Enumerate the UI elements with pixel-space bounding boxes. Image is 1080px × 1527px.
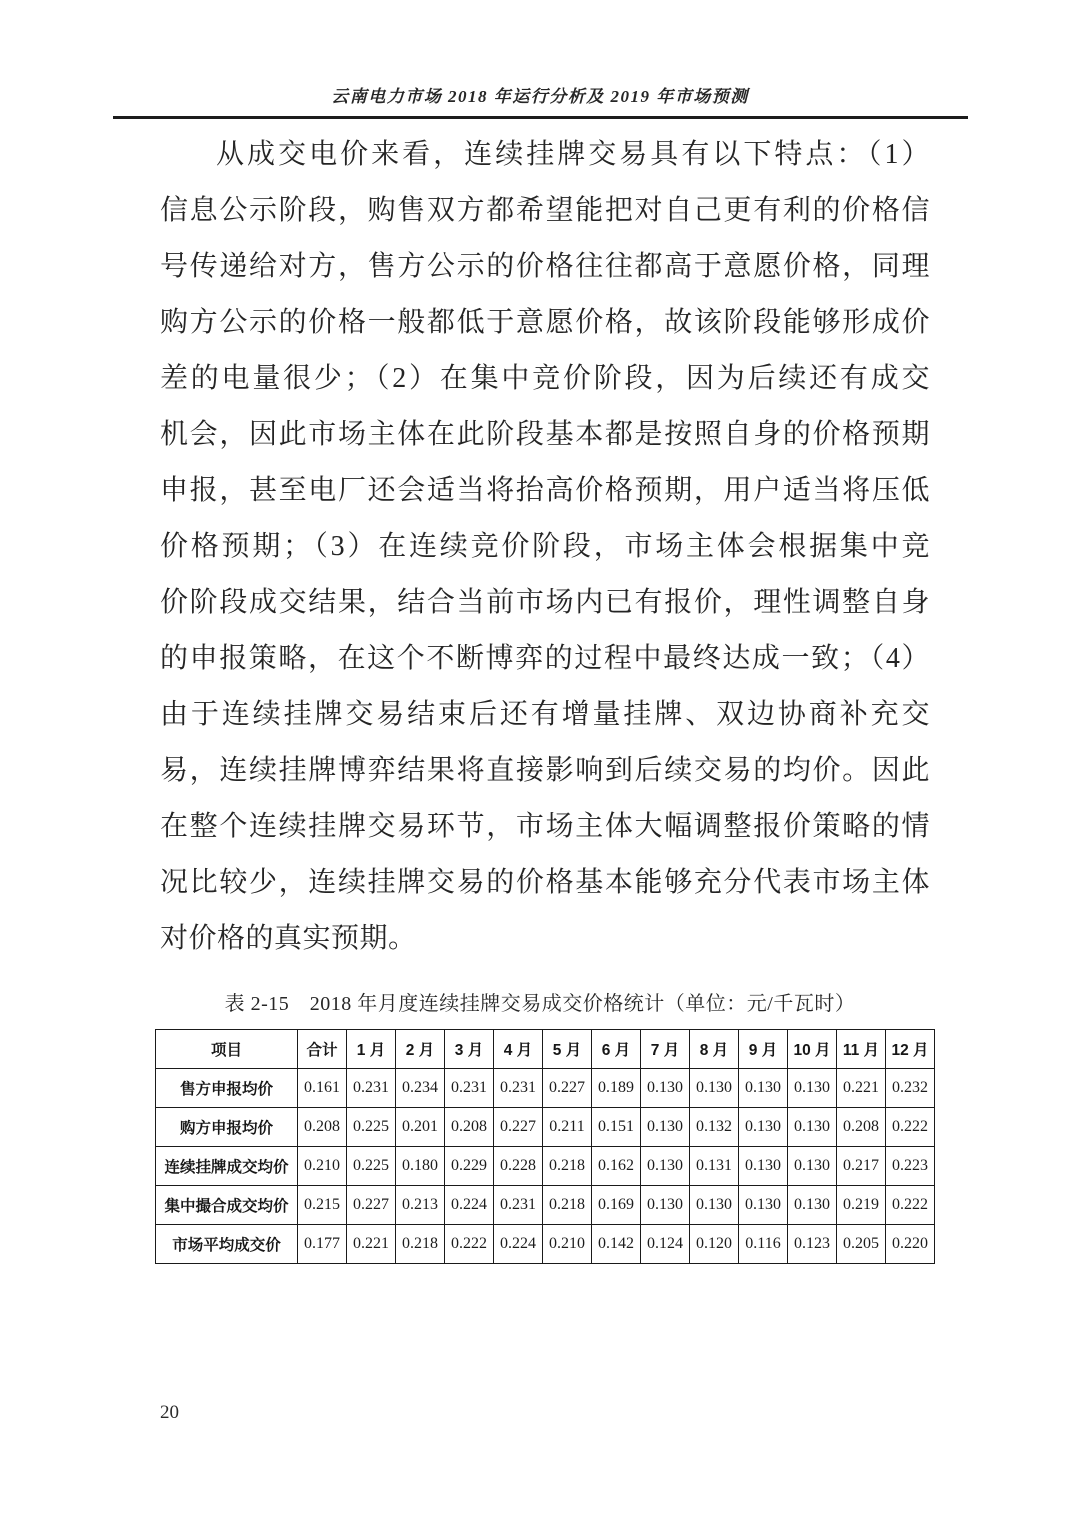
price-cell: 0.132	[690, 1108, 739, 1147]
price-cell: 0.227	[494, 1108, 543, 1147]
paragraph-line: 申报，甚至电厂还会适当将抬高价格预期，用户适当将压低	[160, 475, 930, 506]
row-label: 集中撮合成交均价	[156, 1186, 298, 1225]
column-header-month: 2 月	[396, 1030, 445, 1069]
price-cell: 0.151	[592, 1108, 641, 1147]
price-cell: 0.220	[886, 1225, 935, 1264]
paragraph-line: 机会，因此市场主体在此阶段基本都是按照自身的价格预期	[160, 419, 930, 450]
table-caption: 表 2-15 2018 年月度连续挂牌交易成交价格统计（单位：元/千瓦时）	[224, 993, 856, 1015]
price-cell: 0.201	[396, 1108, 445, 1147]
paragraph-line: 的申报策略，在这个不断博弈的过程中最终达成一致；（4）	[160, 643, 930, 674]
price-cell: 0.217	[837, 1147, 886, 1186]
table-row	[156, 1147, 935, 1186]
price-cell: 0.224	[445, 1186, 494, 1225]
price-cell: 0.223	[886, 1147, 935, 1186]
price-cell: 0.210	[543, 1225, 592, 1264]
column-header-month: 7 月	[641, 1030, 690, 1069]
price-cell: 0.225	[347, 1108, 396, 1147]
price-cell: 0.131	[690, 1147, 739, 1186]
price-cell: 0.130	[641, 1147, 690, 1186]
price-cell: 0.169	[592, 1186, 641, 1225]
row-label: 连续挂牌成交均价	[156, 1147, 298, 1186]
price-cell: 0.231	[445, 1069, 494, 1108]
price-cell: 0.218	[396, 1225, 445, 1264]
column-header-month: 9 月	[739, 1030, 788, 1069]
price-cell: 0.221	[837, 1069, 886, 1108]
body-paragraph	[160, 127, 930, 967]
column-header-month: 8 月	[690, 1030, 739, 1069]
price-cell: 0.219	[837, 1186, 886, 1225]
price-cell: 0.224	[494, 1225, 543, 1264]
price-cell: 0.210	[298, 1147, 347, 1186]
column-header-month: 1 月	[347, 1030, 396, 1069]
table-row	[156, 1069, 935, 1108]
price-cell: 0.227	[543, 1069, 592, 1108]
price-cell: 0.213	[396, 1186, 445, 1225]
paragraph-line: 信息公示阶段，购售双方都希望能把对自己更有利的价格信	[160, 195, 930, 226]
price-cell: 0.130	[641, 1108, 690, 1147]
column-header-month: 合计	[298, 1030, 347, 1069]
paragraph-line: 况比较少，连续挂牌交易的价格基本能够充分代表市场主体	[160, 867, 930, 898]
price-cell: 0.177	[298, 1225, 347, 1264]
price-cell: 0.130	[739, 1069, 788, 1108]
price-cell: 0.229	[445, 1147, 494, 1186]
column-header-month: 3 月	[445, 1030, 494, 1069]
paragraph-line: 号传递给对方，售方公示的价格往往都高于意愿价格，同理	[160, 251, 930, 282]
table-row	[156, 1108, 935, 1147]
row-label: 购方申报均价	[156, 1108, 298, 1147]
paragraph-line: 从成交电价来看，连续挂牌交易具有以下特点：（1）	[216, 139, 930, 170]
price-cell: 0.234	[396, 1069, 445, 1108]
price-cell: 0.130	[690, 1186, 739, 1225]
price-cell: 0.231	[494, 1186, 543, 1225]
price-cell: 0.189	[592, 1069, 641, 1108]
column-header-month: 12 月	[886, 1030, 935, 1069]
price-cell: 0.130	[788, 1069, 837, 1108]
price-cell: 0.228	[494, 1147, 543, 1186]
table-header-row	[156, 1030, 935, 1069]
row-label: 市场平均成交价	[156, 1225, 298, 1264]
price-cell: 0.142	[592, 1225, 641, 1264]
price-cell: 0.211	[543, 1108, 592, 1147]
price-cell: 0.130	[788, 1147, 837, 1186]
price-cell: 0.162	[592, 1147, 641, 1186]
paragraph-line: 差的电量很少；（2）在集中竞价阶段，因为后续还有成交	[160, 363, 930, 394]
column-header-item: 项目	[156, 1030, 298, 1069]
price-cell: 0.225	[347, 1147, 396, 1186]
price-cell: 0.130	[739, 1186, 788, 1225]
page-number: 20	[160, 1402, 179, 1423]
price-cell: 0.215	[298, 1186, 347, 1225]
column-header-month: 11 月	[837, 1030, 886, 1069]
paragraph-line: 价阶段成交结果，结合当前市场内已有报价，理性调整自身	[160, 587, 930, 618]
price-cell: 0.130	[739, 1108, 788, 1147]
price-cell: 0.208	[837, 1108, 886, 1147]
header-title: 云南电力市场 2018 年运行分析及 2019 年市场预测	[331, 87, 749, 106]
paragraph-line: 在整个连续挂牌交易环节，市场主体大幅调整报价策略的情	[160, 811, 930, 842]
header-rule	[113, 116, 968, 119]
table-head	[156, 1030, 935, 1069]
price-cell: 0.231	[494, 1069, 543, 1108]
price-cell: 0.124	[641, 1225, 690, 1264]
price-cell: 0.116	[739, 1225, 788, 1264]
price-cell: 0.130	[788, 1186, 837, 1225]
price-cell: 0.232	[886, 1069, 935, 1108]
paragraph-line: 价格预期；（3）在连续竞价阶段，市场主体会根据集中竞	[160, 531, 930, 562]
column-header-month: 5 月	[543, 1030, 592, 1069]
paragraph-line: 购方公示的价格一般都低于意愿价格，故该阶段能够形成价	[160, 307, 930, 338]
price-cell: 0.161	[298, 1069, 347, 1108]
price-cell: 0.130	[788, 1108, 837, 1147]
price-cell: 0.208	[445, 1108, 494, 1147]
price-cell: 0.130	[641, 1186, 690, 1225]
price-cell: 0.180	[396, 1147, 445, 1186]
price-cell: 0.218	[543, 1186, 592, 1225]
price-cell: 0.208	[298, 1108, 347, 1147]
column-header-month: 4 月	[494, 1030, 543, 1069]
price-cell: 0.123	[788, 1225, 837, 1264]
row-label: 售方申报均价	[156, 1069, 298, 1108]
column-header-month: 10 月	[788, 1030, 837, 1069]
price-cell: 0.130	[690, 1069, 739, 1108]
price-cell: 0.221	[347, 1225, 396, 1264]
column-header-month: 6 月	[592, 1030, 641, 1069]
table-body	[156, 1069, 935, 1264]
paragraph-line: 对价格的真实预期。	[160, 923, 417, 954]
price-cell: 0.222	[445, 1225, 494, 1264]
price-cell: 0.130	[641, 1069, 690, 1108]
price-cell: 0.120	[690, 1225, 739, 1264]
table-row	[156, 1186, 935, 1225]
price-cell: 0.222	[886, 1108, 935, 1147]
price-cell: 0.227	[347, 1186, 396, 1225]
table-row	[156, 1225, 935, 1264]
paragraph-line: 易，连续挂牌博弈结果将直接影响到后续交易的均价。因此	[160, 755, 930, 786]
price-cell: 0.222	[886, 1186, 935, 1225]
paragraph-line: 由于连续挂牌交易结束后还有增量挂牌、双边协商补充交	[160, 699, 930, 730]
price-cell: 0.218	[543, 1147, 592, 1186]
price-cell: 0.130	[739, 1147, 788, 1186]
price-cell: 0.231	[347, 1069, 396, 1108]
price-cell: 0.205	[837, 1225, 886, 1264]
price-table	[155, 1029, 935, 1264]
